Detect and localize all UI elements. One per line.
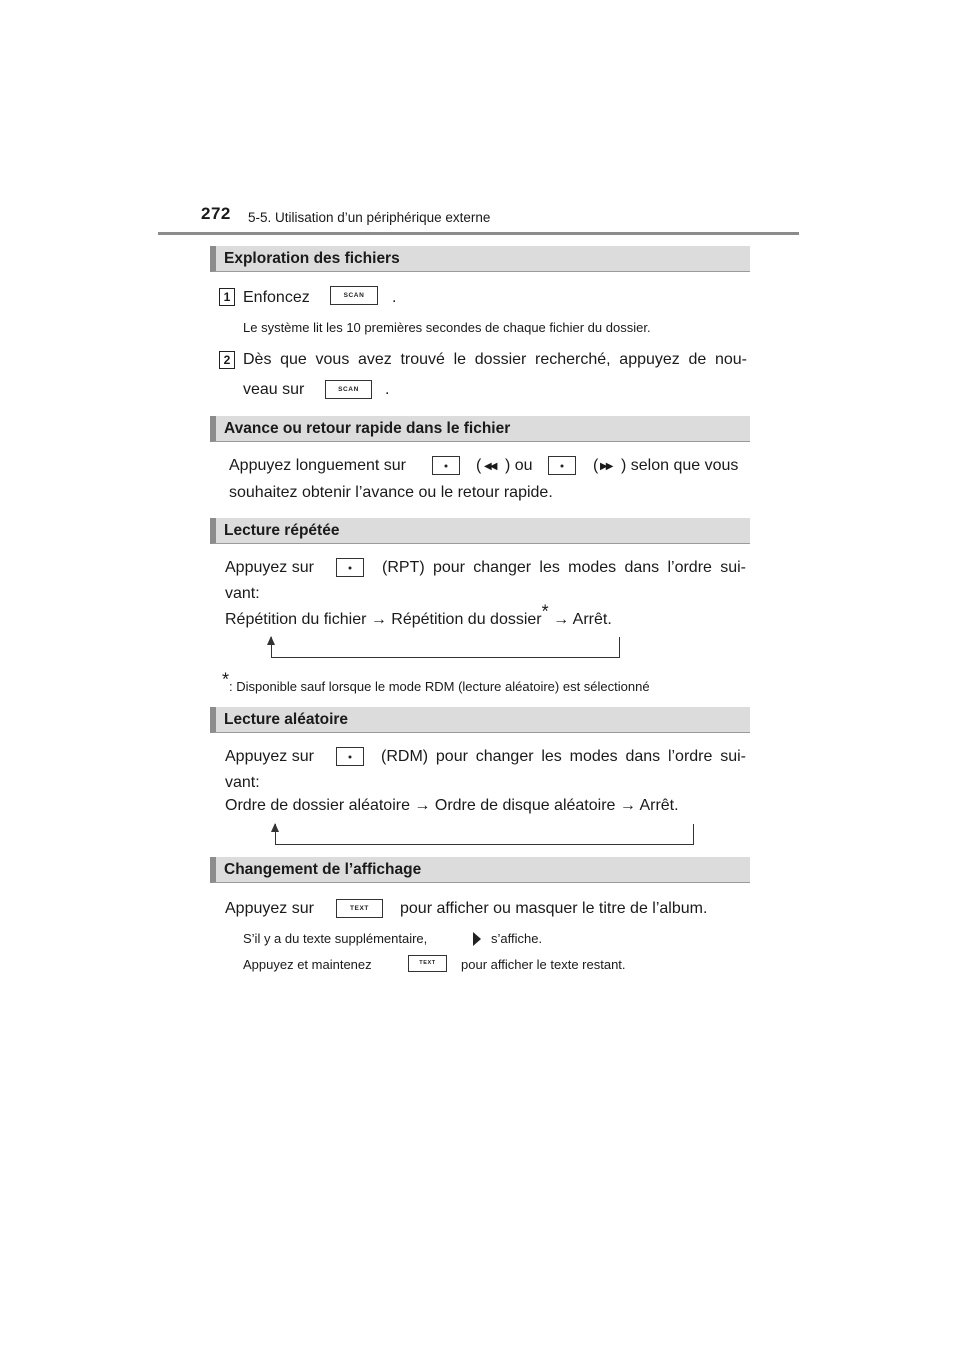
page-number: 272 [201,204,231,223]
section-header-display [210,857,750,883]
random-line1-a: Appuyez sur [225,748,314,765]
cycle-loop-line [271,637,620,658]
random-line1-b: (RDM) pour changer les modes dans l’ordre sui- [381,748,746,765]
text-label: TEXT [419,960,436,966]
fast-line2: souhaitez obtenir l’avance ou le retour rapide. [229,484,553,501]
fast-line1-e: ) selon que vous [621,457,739,474]
chapter-title: 5-5. Utilisation d’un périphérique externe [248,210,491,225]
random-line2: vant: [225,774,260,791]
step1-text: Enfoncez [243,289,310,306]
display-note1-b: s’affiche. [491,931,543,946]
seek-up-button [548,456,576,475]
step1-note: Le système lit les 10 premières secondes de chaque fichier du dossier. [243,320,651,335]
display-note2-a: Appuyez et maintenez [243,957,372,972]
display-note2-b: pour afficher le texte restant. [461,957,626,972]
footnote [222,669,650,697]
display-line1-a: Appuyez sur [225,900,314,917]
fast-line1-d: ( [593,457,599,474]
section-title: Changement de l’affichage [224,861,422,878]
fast-line1-a: Appuyez longuement sur [229,457,406,474]
seek-down-button [432,456,460,475]
repeat-line3 [225,601,612,630]
section-header-random [210,707,750,733]
fast-forward-icon: ▶▶ [600,461,612,472]
display-note1-a: S’il y a du texte supplémentaire, [243,931,428,946]
cycle-loop-line [275,824,694,845]
scan-label: SCAN [343,292,365,299]
footnote-star: * [541,601,549,622]
button-dot [445,464,448,467]
repeat-sequence: Répétition du fichier → Répétition du dossier [225,611,542,628]
cycle-arrow-head [271,823,279,832]
section-title: Exploration des fichiers [224,250,400,267]
text-button-2 [408,955,447,972]
section-title: Lecture aléatoire [224,711,349,728]
text-button [336,899,383,918]
fast-line1-c: ) ou [505,457,533,474]
repeat-line1-b: (RPT) pour changer les modes dans l’ordre sui- [382,559,746,576]
step2-line2: veau sur [243,381,305,398]
section-header-fast [210,416,750,442]
scan-button-2 [325,380,372,399]
rewind-icon: ◀◀ [484,461,496,472]
step2-period: . [385,381,390,398]
scan-button [330,286,378,305]
step-number-1: 1 [219,288,235,306]
text-label: TEXT [349,905,369,912]
button-dot [349,755,352,758]
button-dot [561,464,564,467]
section-title: Lecture répétée [224,522,340,539]
step1-period: . [392,289,397,306]
repeat-line1-a: Appuyez sur [225,559,314,576]
rpt-button [336,558,364,577]
step-number-2: 2 [219,351,235,369]
random-line3: Ordre de dossier aléatoire → Ordre de disque aléatoire → Arrêt. [225,797,679,814]
repeat-sequence-end: → Arrêt. [553,611,612,628]
repeat-line2: vant: [225,585,260,602]
scan-label: SCAN [338,386,359,393]
section-header-exploration [210,246,750,272]
display-line1-b: pour afficher ou masquer le titre de l’album. [400,900,708,917]
header-divider [158,232,799,235]
step2-line1: Dès que vous avez trouvé le dossier recherché, appuyez de nou- [243,351,747,368]
section-title: Avance ou retour rapide dans le fichier [224,420,511,437]
play-indicator-icon [473,932,481,946]
button-dot [349,566,352,569]
footnote-text: : Disponible sauf lorsque le mode RDM (lecture aléatoire) est sélectionné [229,679,650,694]
footnote-star: * [222,669,230,690]
rdm-button [336,747,364,766]
section-header-repeat [210,518,750,544]
cycle-arrow-head [267,636,275,645]
fast-line1-b: ( [476,457,482,474]
